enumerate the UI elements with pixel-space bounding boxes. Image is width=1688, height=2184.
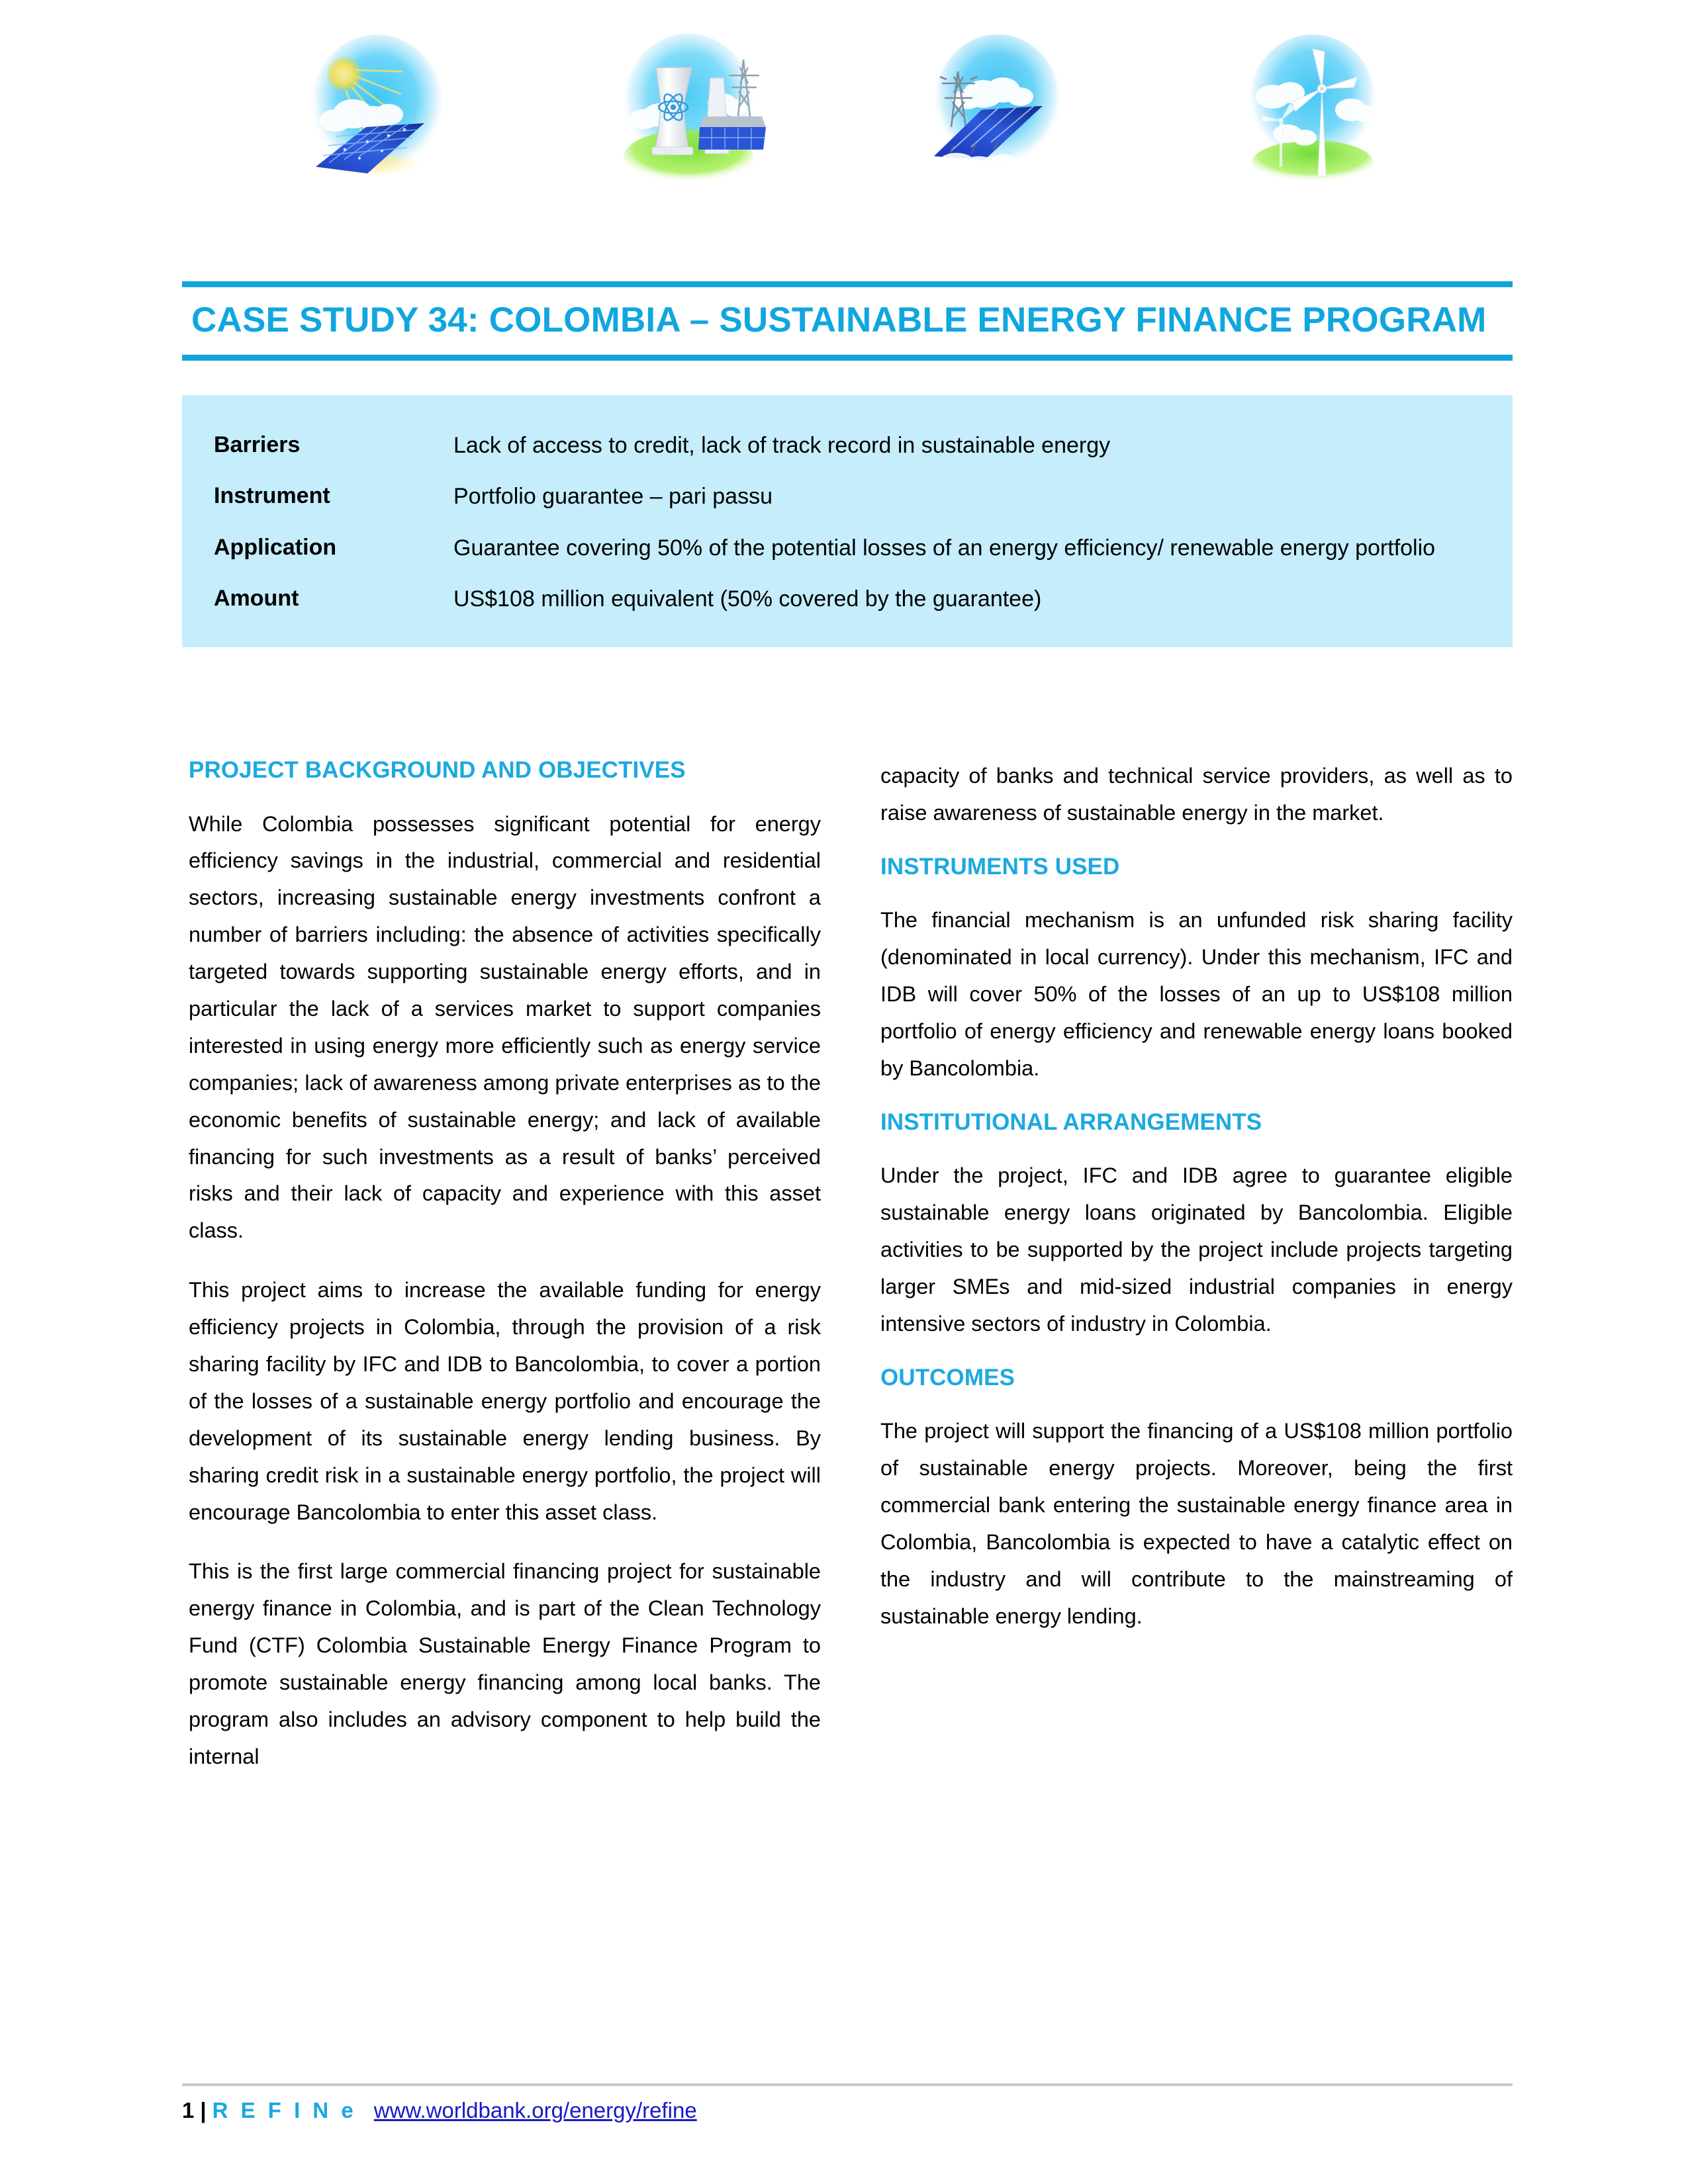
section-heading-project-background: PROJECT BACKGROUND AND OBJECTIVES — [189, 757, 686, 783]
paragraph-background-3: This is the first large commercial financing project for sustainable energy finance in Colombia, and is part of the Clean Technology Fund (CTF) Colombia Sustainable Energy Finance Program to promote sustainable energy financing among local banks. The program also includes an advisory component to help build the internal — [189, 1559, 821, 1768]
left-column — [189, 758, 821, 1776]
summary-info-table — [182, 395, 1513, 647]
section-heading-outcomes: OUTCOMES — [880, 1364, 1015, 1390]
paragraph-background-continued: capacity of banks and technical service providers, as well as to raise awareness of sustainable energy in the market. — [880, 764, 1513, 825]
paragraph-instruments: The financial mechanism is an unfunded risk sharing facility (denominated in local currency). Under this mechanism, IFC and IDB will cover 50% of the losses of an up to US$108 million portfolio of energy efficiency and renewable energy loans booked by Bancolombia. — [880, 908, 1513, 1080]
page-number: 1 — [182, 2098, 195, 2122]
footer-brand-refine: R E F I N e — [212, 2098, 357, 2122]
header-banner — [0, 20, 1688, 218]
footer-url-link[interactable]: www.worldbank.org/energy/refine — [373, 2098, 697, 2122]
row-value-application: Guarantee covering 50% of the potential losses of an energy efficiency/ renewable energy portfolio — [453, 535, 1436, 561]
solar-panels-sun-icon — [288, 20, 467, 199]
paragraph-outcomes: The project will support the financing of a US$108 million portfolio of sustainable energy projects. Moreover, being the first commercial bank entering the sustainable energy finance area in Colombia, Bancolombia is expected to have a catalytic effect on the industry and will contribute to the mainstreaming of sustainable energy lending. — [880, 1419, 1513, 1628]
pylon-solar-array-icon — [910, 20, 1089, 199]
paragraph-background-2: This project aims to increase the available funding for energy efficiency projects in Colombia, through the provision of a risk sharing facility by IFC and IDB to Bancolombia, to cover a portion of the losses of a sustainable energy portfolio and encourage the development of its sustainable energy lending business. By sharing credit risk in a sustainable energy portfolio, the project will encourage Bancolombia to enter this asset class. — [189, 1278, 821, 1524]
row-value-barriers: Lack of access to credit, lack of track record in sustainable energy — [453, 433, 1111, 458]
table-row — [182, 420, 1513, 471]
right-column — [880, 758, 1513, 1776]
row-value-amount: US$108 million equivalent (50% covered by the guarantee) — [453, 586, 1042, 612]
body-columns — [189, 758, 1513, 1776]
paragraph-background-1: While Colombia possesses significant potential for energy efficiency savings in the industrial, commercial and residential sectors, increasing sustainable energy investments confront a number of barriers including: the absence of activities specifically targeted towards supporting sustainable energy efforts, and in particular the lack of a services market to support companies interested in using energy more efficiently such as energy service companies; lack of awareness among private enterprises as to the economic benefits of sustainable energy; and lack of available financing for such investments as a result of banks’ perceived risks and their lack of capacity and experience with this asset class. — [189, 811, 821, 1243]
title-block — [182, 281, 1513, 361]
nuclear-cooling-tower-icon — [599, 20, 778, 199]
footer-divider — [182, 2083, 1513, 2086]
page-footer — [182, 2083, 1513, 2123]
footer-content — [182, 2098, 1513, 2123]
footer-separator: | — [200, 2098, 207, 2122]
paragraph-institutional: Under the project, IFC and IDB agree to guarantee eligible sustainable energy loans originated by Bancolombia. Eligible activities to be supported by the project include projects targeting larger SMEs and mid-sized industrial companies in energy intensive sectors of industry in Colombia. — [880, 1163, 1513, 1336]
row-label-application: Application — [214, 534, 337, 560]
row-value-instrument: Portfolio guarantee – pari passu — [453, 484, 773, 510]
row-label-barriers: Barriers — [214, 432, 301, 457]
section-heading-institutional-arrangements: INSTITUTIONAL ARRANGEMENTS — [880, 1109, 1262, 1135]
wind-turbines-icon — [1221, 20, 1400, 199]
section-heading-instruments-used: INSTRUMENTS USED — [880, 853, 1120, 880]
table-row — [182, 471, 1513, 522]
table-row — [182, 574, 1513, 625]
row-label-amount: Amount — [214, 585, 299, 611]
table-row — [182, 523, 1513, 574]
page-title: CASE STUDY 34: COLOMBIA – SUSTAINABLE ENERGY FINANCE PROGRAM — [191, 300, 1487, 340]
row-label-instrument: Instrument — [214, 483, 330, 509]
title-rule-bottom — [182, 355, 1513, 361]
title-rule-top — [182, 281, 1513, 287]
